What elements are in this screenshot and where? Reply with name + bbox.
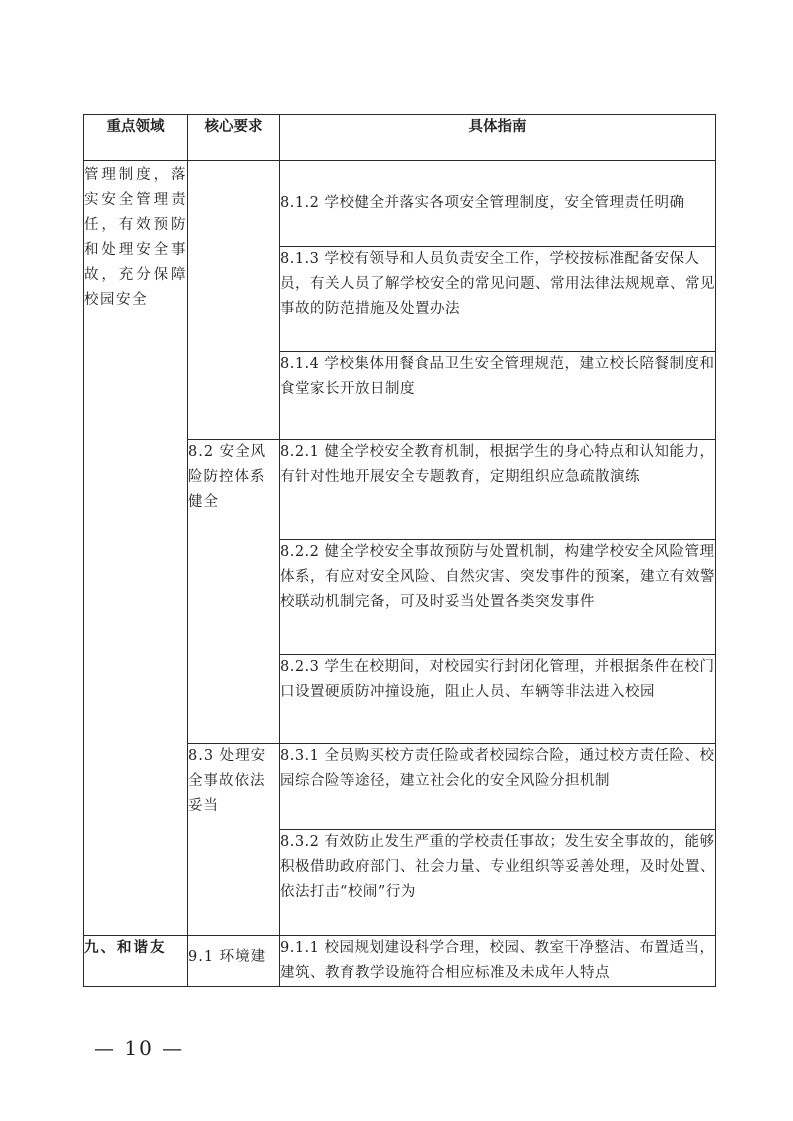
- guide-cell: 8.3.2 有效防止发生严重的学校责任事故；发生安全事故的，能够积极借助政府部门、社会力量、专业组织等妥善处理，及时处置、依法打击“校闹”行为: [280, 830, 716, 936]
- core-requirement-cell: 8.3 处理安全事故依法妥当: [188, 744, 280, 936]
- guide-cell: 8.2.1 健全学校安全教育机制，根据学生的身心特点和认知能力，有针对性地开展安全专题教育，定期组织应急疏散演练: [280, 440, 716, 540]
- page-number: — 10 —: [94, 1036, 185, 1060]
- header-core-requirement: 核心要求: [188, 115, 280, 161]
- guide-cell: 8.1.3 学校有领导和人员负责安全工作，学校按标准配备安保人员，有关人员了解学校安全的常见问题、常用法律法规规章、常见事故的防范措施及处置办法: [280, 247, 716, 352]
- core-requirement-cell: 8.2 安全风险防控体系健全: [188, 440, 280, 744]
- guide-cell: 9.1.1 校园规划建设科学合理，校园、教室干净整洁、布置适当，建筑、教育教学设施符合相应标准及未成年人特点: [280, 936, 716, 987]
- key-area-cell: [84, 161, 188, 936]
- table-header-row: [84, 115, 716, 161]
- guide-cell: 8.1.4 学校集体用餐食品卫生安全管理规范，建立校长陪餐制度和食堂家长开放日制度: [280, 352, 716, 440]
- key-area-cell: 九、和谐友: [84, 936, 188, 987]
- guide-cell: 8.1.2 学校健全并落实各项安全管理制度，安全管理责任明确: [280, 161, 716, 247]
- key-area-text: 管理制度，落实安全管理责任，有效预防和处理安全事故，充分保障校园安全: [84, 167, 187, 308]
- core-requirement-cell: [188, 161, 280, 440]
- guide-cell: 8.2.2 健全学校安全事故预防与处置机制，构建学校安全风险管理体系，有应对安全风险、自然灾害、突发事件的预案，建立有效警校联动机制完备，可及时妥当处置各类突发事件: [280, 540, 716, 655]
- table-row: [84, 936, 716, 987]
- header-key-area: 重点领域: [84, 115, 188, 161]
- guide-cell: 8.2.3 学生在校期间，对校园实行封闭化管理，并根据条件在校门口设置硬质防冲撞设施，阻止人员、车辆等非法进入校园: [280, 655, 716, 744]
- guide-cell: 8.3.1 全员购买校方责任险或者校园综合险，通过校方责任险、校园综合险等途径，建立社会化的安全风险分担机制: [280, 744, 716, 830]
- table-row: [84, 161, 716, 247]
- guideline-table: [83, 114, 716, 987]
- header-specific-guide: 具体指南: [280, 115, 716, 161]
- core-requirement-cell: 9.1 环境建: [188, 936, 280, 987]
